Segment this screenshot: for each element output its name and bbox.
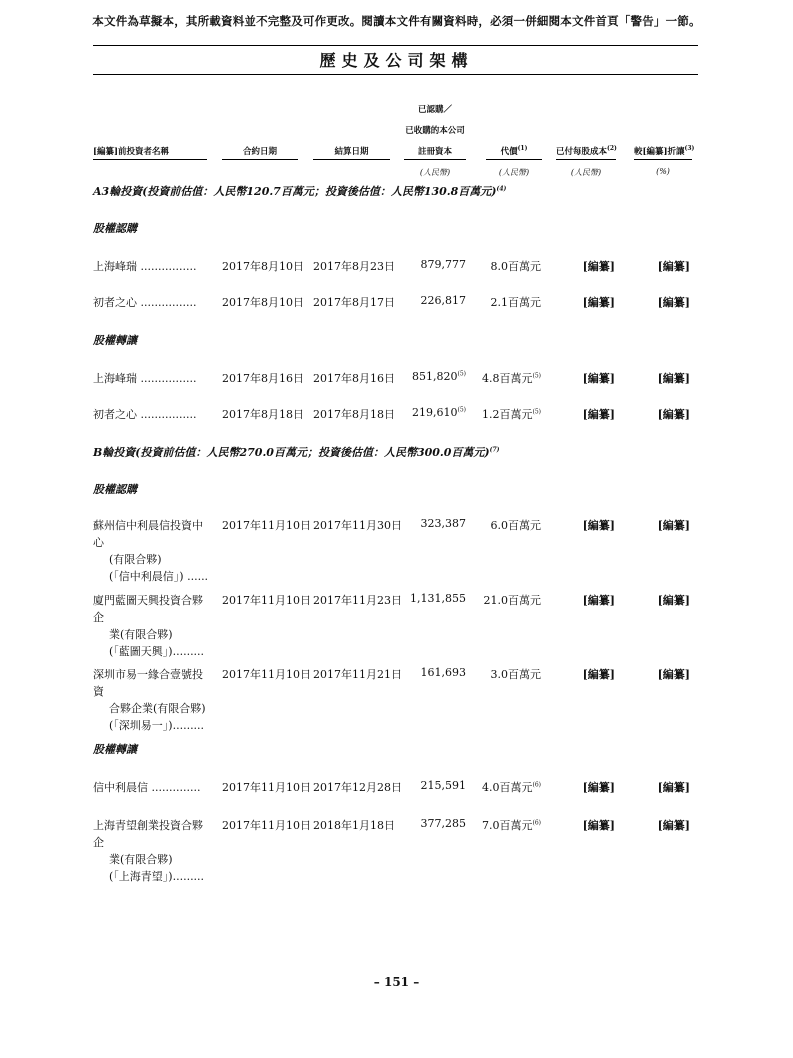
row-5-agreement-date: 2017年11月10日 (222, 594, 311, 607)
row-7-agreement-date: 2017年11月10日 (222, 781, 311, 794)
row-8-settlement-date: 2018年1月18日 (313, 819, 395, 832)
row-4-cost: [編纂] (582, 519, 615, 532)
row-5-name-l2: 業(有限合夥) (109, 628, 173, 641)
row-4-name (93, 517, 211, 585)
row-8-cons-value: 7.0百萬元 (482, 819, 533, 832)
row-4-settlement-date: 2017年11月30日 (313, 519, 402, 532)
row-6-consideration: 3.0百萬元 (490, 668, 541, 681)
unit-cost: (人民幣) (570, 168, 602, 177)
row-3-cost: [編纂] (582, 408, 615, 421)
subheading-subscription-b: 股權認購 (93, 483, 137, 496)
section-b-note: (7) (489, 446, 500, 454)
row-2-settlement-date: 2017年8月16日 (313, 372, 395, 385)
row-6-reg-capital: 161,693 (420, 666, 466, 679)
row-4-name-l1: 蘇州信中利晨信投資中心 (93, 519, 203, 549)
row-0-consideration: 8.0百萬元 (490, 260, 541, 273)
row-1-settlement-date: 2017年8月17日 (313, 296, 395, 309)
header-discount (634, 145, 695, 160)
row-5-settlement-date: 2017年11月23日 (313, 594, 402, 607)
header-settlement-date (313, 145, 390, 160)
row-1-consideration: 2.1百萬元 (490, 296, 541, 309)
row-6-discount: [編纂] (657, 668, 690, 681)
header-discount-label: 較[編纂]折讓 (634, 147, 685, 157)
header-discount-note: (3) (684, 145, 695, 153)
subheading-transfer-a3: 股權轉讓 (93, 334, 137, 347)
row-7-consideration (482, 779, 541, 795)
row-2-discount: [編纂] (657, 372, 690, 385)
row-5-name (93, 592, 211, 660)
header-cost-label: 已付每股成本 (556, 147, 608, 157)
header-reg-capital-l1: 已認購／ (417, 105, 452, 115)
row-6-cost: [編纂] (582, 668, 615, 681)
row-4-agreement-date: 2017年11月10日 (222, 519, 311, 532)
row-2-cost: [編纂] (582, 372, 615, 385)
header-consideration-underline (486, 145, 542, 160)
row-5-cost: [編纂] (582, 594, 615, 607)
unit-discount: (%) (656, 167, 670, 176)
row-7-name: 信中利晨信 .............. (93, 781, 201, 794)
header-consideration-label: 代價 (500, 147, 518, 157)
header-reg-capital-l2: 已收購的本公司 (405, 126, 465, 136)
header-name (93, 145, 207, 160)
section-a3-note: (4) (496, 185, 507, 193)
row-6-name-l3: (「深圳易一」)......... (109, 719, 205, 732)
row-5-consideration: 21.0百萬元 (483, 594, 541, 607)
row-0-agreement-date: 2017年8月10日 (222, 260, 304, 273)
row-2-reg-note: (5) (457, 370, 466, 378)
row-8-cons-note: (6) (532, 819, 541, 827)
row-2-consideration (482, 370, 541, 386)
header-reg-capital-l3: 註冊資本 (404, 145, 466, 160)
row-8-consideration (482, 817, 541, 833)
row-7-discount: [編纂] (657, 781, 690, 794)
row-5-name-l3: (「藍圖天興」)......... (109, 645, 205, 658)
row-6-name (93, 666, 211, 734)
row-3-discount: [編纂] (657, 408, 690, 421)
row-7-cost: [編纂] (582, 781, 615, 794)
header-cost-note: (2) (607, 145, 617, 153)
section-a3-text: A3輪投資(投資前估值：人民幣120.7百萬元；投資後估值：人民幣130.8百萬元) (93, 185, 497, 198)
title-top-rule (93, 45, 698, 46)
row-2-cons-value: 4.8百萬元 (482, 372, 533, 385)
page-number: – 151 – (373, 975, 420, 989)
row-8-name-l3: (「上海青望」)......... (109, 870, 205, 883)
row-3-cons-value: 1.2百萬元 (482, 408, 533, 421)
section-b-heading (93, 444, 499, 460)
row-0-reg-capital: 879,777 (420, 258, 466, 271)
row-7-reg-capital: 215,591 (420, 779, 466, 792)
row-4-discount: [編纂] (657, 519, 690, 532)
row-2-cons-note: (5) (532, 372, 541, 380)
row-3-name: 初者之心 ................ (93, 408, 197, 421)
row-7-settlement-date: 2017年12月28日 (313, 781, 402, 794)
row-2-name: 上海峰瑞 ................ (93, 372, 197, 385)
row-2-reg-capital (412, 370, 466, 383)
header-consideration-note: (1) (517, 145, 528, 153)
row-8-name (93, 817, 211, 885)
header-reg-capital (404, 145, 466, 160)
row-8-name-l1: 上海青望創業投資合夥企 (93, 819, 203, 849)
row-1-discount: [編纂] (657, 296, 690, 309)
row-1-agreement-date: 2017年8月10日 (222, 296, 304, 309)
draft-warning: 本文件為草擬本，其所載資料並不完整及可作更改。閱讀本文件有關資料時，必須一併細閱本文件首頁「警告」一節。 (92, 14, 701, 28)
unit-consideration: (人民幣) (498, 168, 530, 177)
row-0-name: 上海峰瑞 ................ (93, 260, 197, 273)
header-name-label: [編纂]前投資者名稱 (93, 145, 207, 160)
row-3-agreement-date: 2017年8月18日 (222, 408, 304, 421)
row-1-reg-capital: 226,817 (420, 294, 466, 307)
title-bottom-rule (93, 74, 698, 75)
header-discount-underline (634, 145, 695, 160)
row-6-name-l1: 深圳市易一緣合壹號投資 (93, 668, 203, 698)
row-5-reg-capital: 1,131,855 (410, 592, 466, 605)
row-0-cost: [編纂] (582, 260, 615, 273)
header-cost-underline (556, 145, 616, 160)
row-7-cons-note: (6) (532, 781, 541, 789)
header-agreement-date (222, 145, 298, 160)
row-3-consideration (482, 406, 541, 422)
row-8-name-l2: 業(有限合夥) (109, 853, 173, 866)
subheading-transfer-b: 股權轉讓 (93, 743, 137, 756)
row-6-settlement-date: 2017年11月21日 (313, 668, 402, 681)
row-7-cons-value: 4.0百萬元 (482, 781, 533, 794)
page-title: 歷史及公司架構 (319, 51, 474, 70)
row-3-reg-note: (5) (457, 406, 466, 414)
row-3-cons-note: (5) (532, 408, 541, 416)
row-8-discount: [編纂] (657, 819, 690, 832)
row-2-reg-value: 851,820 (412, 370, 458, 383)
unit-reg-capital: (人民幣) (419, 168, 451, 177)
header-settlement-date-label: 結算日期 (313, 145, 390, 160)
row-6-agreement-date: 2017年11月10日 (222, 668, 311, 681)
row-6-name-l2: 合夥企業(有限合夥) (109, 702, 206, 715)
row-0-discount: [編纂] (657, 260, 690, 273)
row-1-name: 初者之心 ................ (93, 296, 197, 309)
row-5-discount: [編纂] (657, 594, 690, 607)
section-a3-heading (93, 183, 506, 199)
header-consideration (486, 145, 542, 160)
row-8-reg-capital: 377,285 (420, 817, 466, 830)
row-8-cost: [編纂] (582, 819, 615, 832)
row-4-reg-capital: 323,387 (420, 517, 466, 530)
row-2-agreement-date: 2017年8月16日 (222, 372, 304, 385)
header-agreement-date-label: 合約日期 (222, 145, 298, 160)
row-3-settlement-date: 2017年8月18日 (313, 408, 395, 421)
row-0-settlement-date: 2017年8月23日 (313, 260, 395, 273)
row-5-name-l1: 廈門藍圖天興投資合夥企 (93, 594, 203, 624)
row-8-agreement-date: 2017年11月10日 (222, 819, 311, 832)
row-3-reg-value: 219,610 (412, 406, 458, 419)
row-3-reg-capital (412, 406, 466, 419)
row-4-consideration: 6.0百萬元 (490, 519, 541, 532)
row-1-cost: [編纂] (582, 296, 615, 309)
row-4-name-l3: (「信中利晨信」) ...... (109, 570, 209, 583)
subheading-subscription-a3: 股權認購 (93, 222, 137, 235)
section-b-text: B輪投資(投資前估值：人民幣270.0百萬元；投資後估值：人民幣300.0百萬元) (93, 446, 490, 459)
header-cost (556, 145, 616, 160)
row-4-name-l2: (有限合夥) (109, 553, 162, 566)
